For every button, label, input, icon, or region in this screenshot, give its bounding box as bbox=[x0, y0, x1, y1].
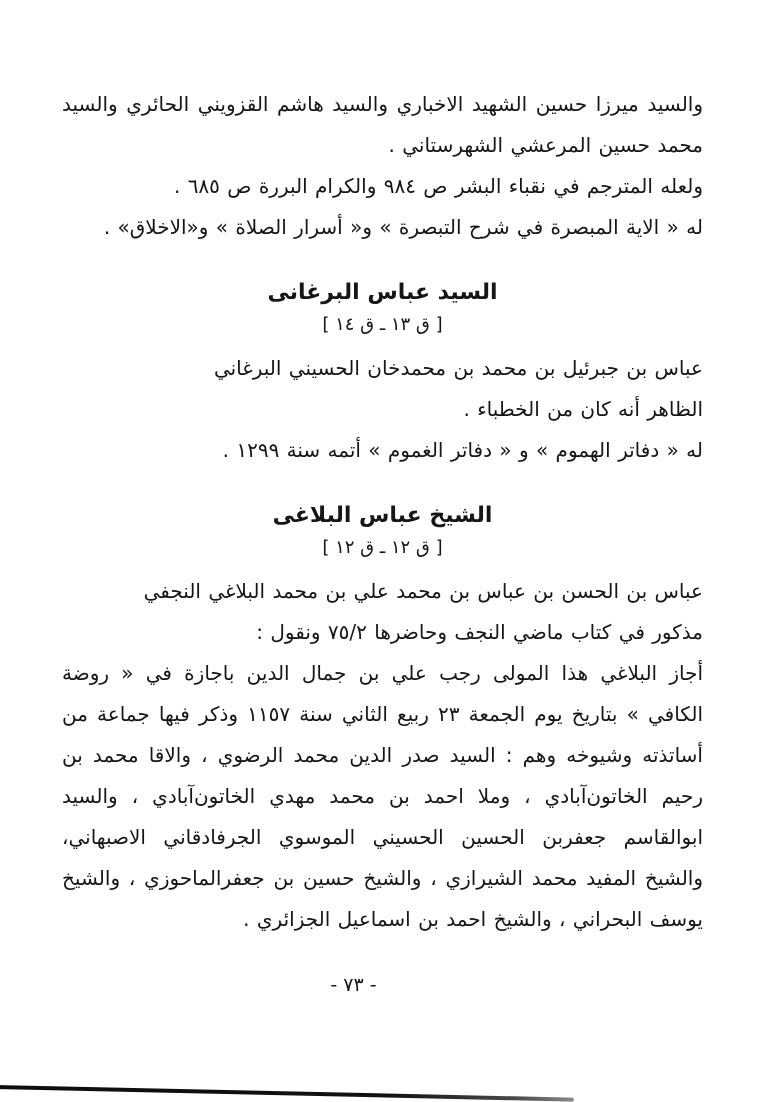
paragraph: الظاهر أنه كان من الخطباء . bbox=[463, 397, 703, 421]
entry-title: السيد عباس البرغانى bbox=[267, 280, 498, 305]
paragraph: مذكور في كتاب ماضي النجف وحاضرها ٧٥/٢ ونقول : bbox=[256, 620, 703, 644]
paragraph: عباس بن الحسن بن عباس بن محمد علي بن محمد البلاغي النجفي bbox=[143, 579, 703, 603]
paragraph: عباس بن جبرئيل بن محمد بن محمدخان الحسيني البرغاني bbox=[213, 356, 703, 380]
entry-period: [ ق ١٢ ـ ق ١٢ ] bbox=[322, 537, 443, 558]
entry-period: [ ق ١٣ ـ ق ١٤ ] bbox=[322, 314, 443, 335]
continuation-paragraph: والسيد ميرزا حسين الشهيد الاخباري والسيد هاشم القزويني الحائري والسيد محمد حسين المرعشي الشهرستاني . bbox=[62, 92, 703, 157]
paragraph: ولعله المترجم في نقباء البشر ص ٩٨٤ والكرام البررة ص ٦٨٥ . bbox=[173, 174, 703, 198]
scan-edge-artifact bbox=[0, 1085, 574, 1102]
paragraph: أجاز البلاغي هذا المولى رجب علي بن جمال الدين باجازة في « روضة الكافي » بتاريخ يوم الجمعة ٢٣ ربيع الثاني سنة ١١٥٧ وذكر فيها جماعة من أساتذته وشيوخه وهم : السيد صدر الدين محمد الرضوي ، والاقا محمد بن رحيم الخاتون‌آبادي ، وملا احمد بن محمد مهدي الخاتون‌آبادي ، والسيد ابوالقاسم جعفربن الحسين الحسيني الموسوي الجرفادقاني الاصبهاني، والشيخ المفيد محمد الشيرازي ، والشيخ حسين بن جعفرالماحوزي ، والشيخ يوسف البحراني ، والشيخ احمد بن اسماعيل الجزائري . bbox=[62, 661, 704, 931]
entry-title: الشيخ عباس البلاغى bbox=[272, 503, 493, 528]
paragraph: له « الاية المبصرة في شرح التبصرة » و« أسرار الصلاة » و«الاخلاق» . bbox=[103, 215, 703, 239]
paragraph: له « دفاتر الهموم » و « دفاتر الغموم » أتمه سنة ١٢٩٩ . bbox=[222, 438, 703, 462]
text-block bbox=[62, 84, 703, 940]
page-number: - ٧٣ - bbox=[330, 974, 377, 996]
